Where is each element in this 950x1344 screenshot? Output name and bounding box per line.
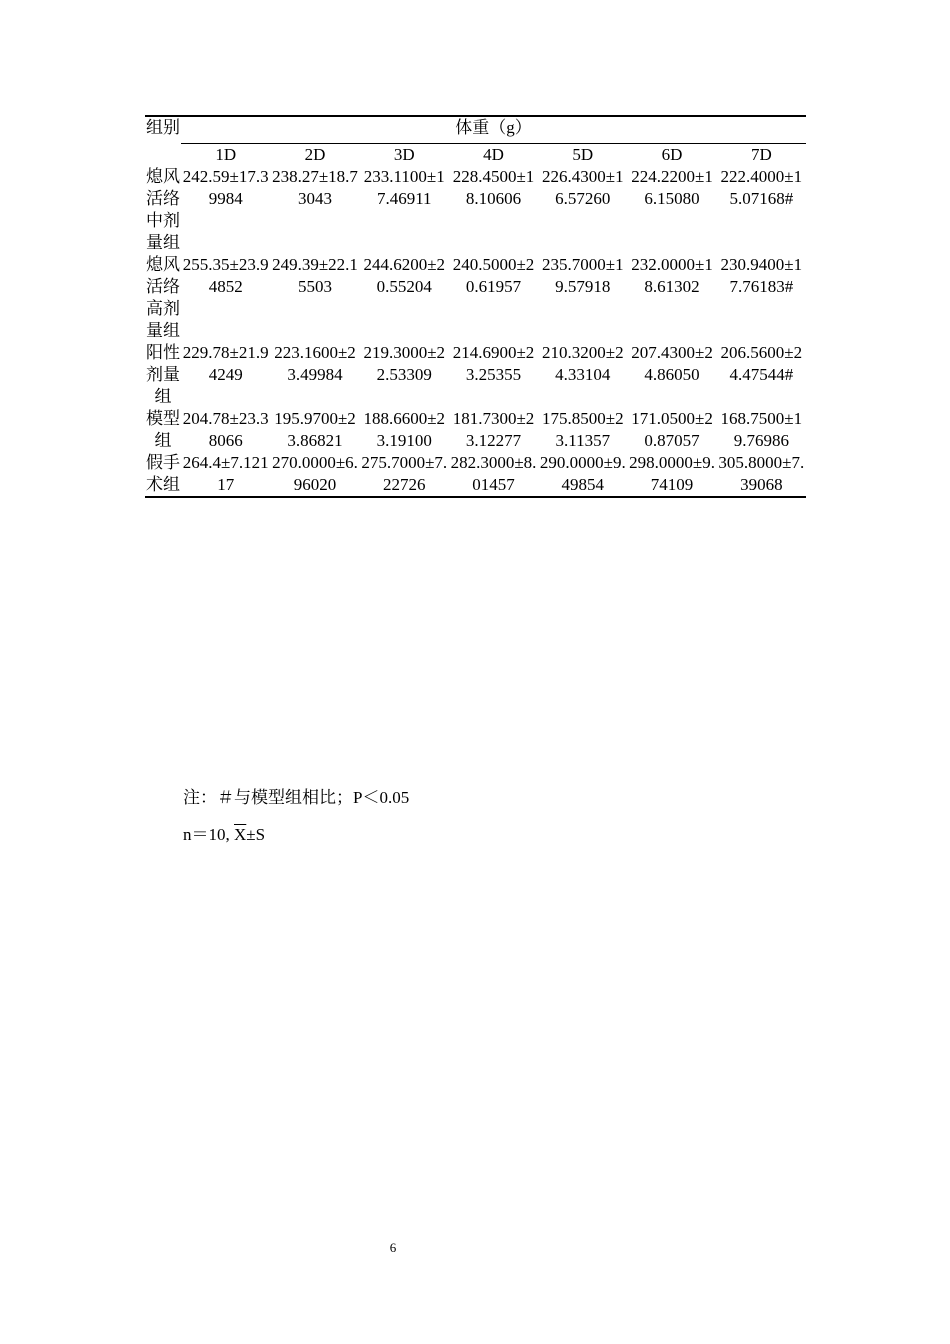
table-cell: 226.4300±16.57260	[541, 167, 624, 208]
table-row-positive-dose	[145, 342, 806, 408]
table-row-high-dose	[145, 254, 806, 342]
group-name-medium-dose: 熄风活络中剂量组	[146, 167, 181, 252]
table-cell: 188.6600±23.19100	[363, 409, 446, 450]
day-header-3: 3D	[393, 145, 415, 164]
table-cell: 219.3000±22.53309	[363, 343, 446, 384]
table-cell: 305.8000±7.39068	[718, 453, 805, 494]
table-cell: 210.3200±24.33104	[541, 343, 624, 384]
table-cell: 232.0000±18.61302	[631, 255, 713, 296]
table-cell: 214.6900±23.25355	[452, 343, 535, 384]
sample-size-prefix: n＝10,	[183, 825, 234, 844]
sample-size-suffix: ±S	[246, 825, 266, 844]
table-cell: 240.5000±20.61957	[452, 255, 535, 296]
table-row-model	[145, 408, 806, 452]
table-cell: 264.4±7.12117	[182, 453, 269, 494]
group-column-header	[145, 116, 181, 166]
weight-column-header-text: 体重（g）	[455, 118, 532, 137]
table-cell: 290.0000±9.49854	[539, 453, 626, 494]
table-row-sham	[145, 452, 806, 497]
sample-size-note	[183, 820, 265, 845]
table-cell: 249.39±22.15503	[272, 255, 358, 296]
table-row-medium-dose	[145, 166, 806, 254]
table-cell: 206.5600±24.47544#	[720, 343, 803, 384]
day-header-6: 6D	[661, 145, 683, 164]
table-cell: 244.6200±20.55204	[363, 255, 446, 296]
table-cell: 233.1100±17.46911	[363, 167, 445, 208]
table-cell: 270.0000±6.96020	[272, 453, 358, 494]
group-name-high-dose: 熄风活络高剂量组	[146, 255, 181, 340]
day-header-4: 4D	[483, 145, 504, 164]
weight-column-header	[181, 116, 806, 144]
table-cell: 282.3000±8.01457	[450, 453, 537, 494]
table-cell: 171.0500±20.87057	[631, 409, 713, 450]
table-cell: 207.4300±24.86050	[631, 343, 713, 384]
table-cell: 181.7300±23.12277	[452, 409, 535, 450]
body-weight-table	[145, 115, 806, 498]
table-cell: 175.8500±23.11357	[541, 409, 624, 450]
table-cell: 275.7000±7.22726	[361, 453, 448, 494]
table-cell: 222.4000±15.07168#	[720, 167, 803, 208]
table-cell: 223.1600±23.49984	[274, 343, 356, 384]
table-cell: 255.35±23.94852	[182, 255, 269, 296]
page-number: 6	[389, 1240, 397, 1255]
mean-symbol: $\overline{X}$	[234, 825, 247, 844]
table-cell: 228.4500±18.10606	[452, 167, 535, 208]
table-cell: 242.59±17.39984	[182, 167, 269, 208]
table-cell: 238.27±18.73043	[272, 167, 358, 208]
table-cell: 224.2200±16.15080	[631, 167, 713, 208]
group-name-model: 模型组	[146, 409, 181, 450]
table-cell: 230.9400±17.76183#	[720, 255, 803, 296]
significance-note: 注：＃与模型组相比；P＜0.05	[183, 788, 410, 807]
group-column-header-text: 组别	[146, 118, 181, 137]
table-cell: 195.9700±23.86821	[274, 409, 356, 450]
table-cell: 168.7500±19.76986	[720, 409, 803, 450]
table-cell: 229.78±21.94249	[182, 343, 269, 384]
day-header-5: 5D	[572, 145, 594, 164]
day-header-2: 2D	[304, 145, 326, 164]
table-cell: 298.0000±9.74109	[629, 453, 715, 494]
group-name-positive-dose: 阳性剂量组	[146, 343, 181, 406]
table-cell: 204.78±23.38066	[182, 409, 269, 450]
group-name-sham: 假手术组	[146, 453, 181, 494]
day-header-7: 7D	[750, 145, 772, 164]
day-header-row	[145, 144, 806, 167]
table-cell: 235.7000±19.57918	[541, 255, 624, 296]
day-header-1: 1D	[215, 145, 237, 164]
table-header-row	[145, 116, 806, 144]
